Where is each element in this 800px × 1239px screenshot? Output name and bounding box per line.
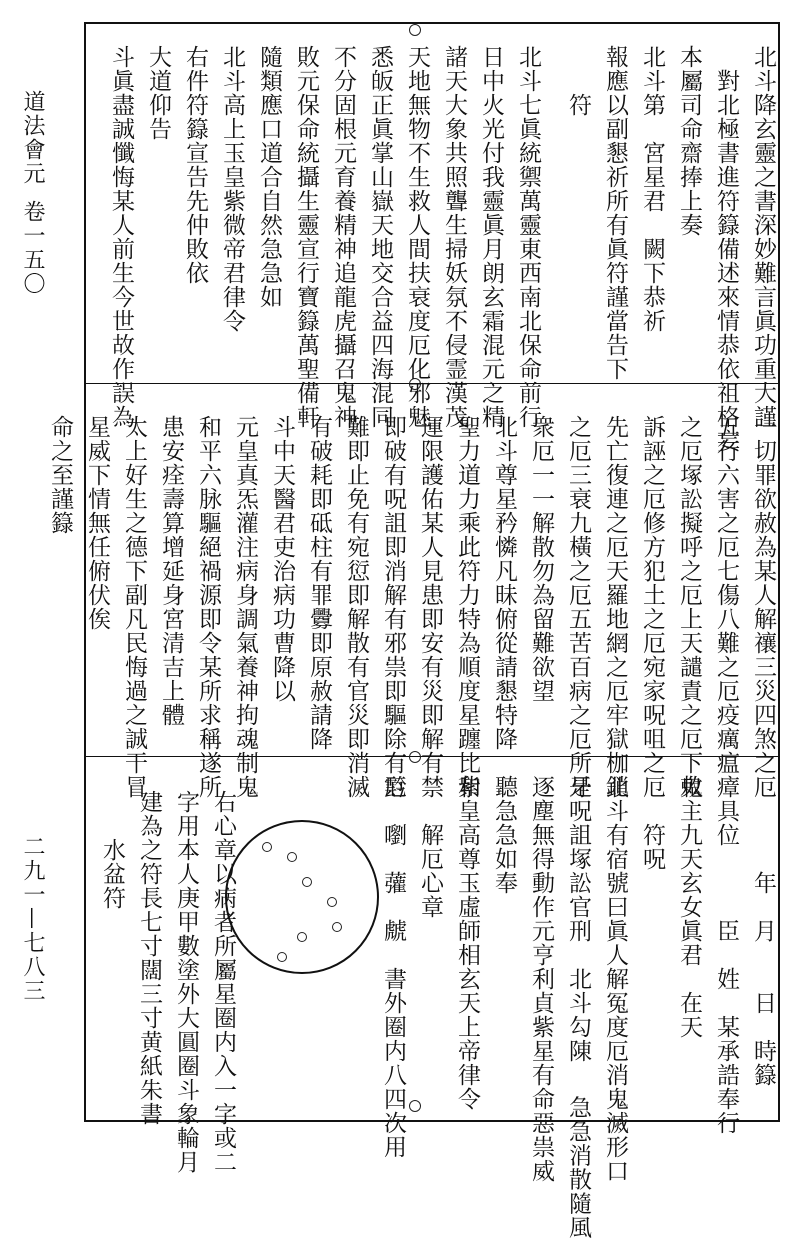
text-column: 之厄塚訟擬呼之厄上天譴責之厄下鬼 [676,415,702,799]
date-line: 年 月 日 時籙 [750,871,776,1087]
talisman-circle [225,820,379,974]
text-column: 五行六害之厄七傷八難之厄疫癘瘟瘴 [713,415,739,799]
text-column: 斗眞盡誠懺悔某人前生今世故作誤為 [108,45,134,429]
text-column: 大道仰告 [145,45,171,141]
section-divider-1 [84,383,780,384]
text-column: 諸天大象共照聾生掃妖氛不侵霊漢茂 [441,45,467,429]
text-column: 北斗有宿號曰眞人解冤度厄消鬼滅形口 [602,775,628,1183]
star-mark [297,932,307,942]
star-mark [287,852,297,862]
text-column: 不分固根元育養精神追龍虎攝召鬼神 [330,45,356,429]
text-column: 難即止免有宛愆即解散有官災即消滅 [343,415,369,799]
chapter-heading: 解厄心章 [417,823,443,919]
star-mark [277,952,287,962]
text-column: 即破有呪詛即消解有邪祟即驅除有厄 [380,415,406,799]
text-column: 星威下情無任俯伏俟 [84,415,110,631]
water-basin-talisman-title: 水盆符 [99,838,125,910]
charm-heading: 符呪 [639,823,665,871]
text-column: 衆厄一一解散勿為留難欲望 [528,415,554,703]
text-column: 隨類應口道合自然急急如 [256,45,282,309]
text-column: 命之至謹籙 [47,415,73,535]
text-column: 北斗尊星矜憐凡昧俯從請懇特降 [491,415,517,751]
text-column: 北斗高上玉皇紫微帝君律令 [219,45,245,333]
text-column: 北斗七眞統禦萬靈東西南北保命前行 [515,45,541,429]
text-column: 元皇真炁灌注病身調氣養神拘魂制鬼 [232,415,258,799]
star-mark [302,877,312,887]
section-2-text [38,415,778,799]
text-column: 字用本人庚甲數塗外大圓圈斗象輪月 [173,790,199,1174]
text-column: 日中火光付我靈眞月朗玄霜混元之精 [478,45,504,429]
star-mark [327,897,337,907]
text-column: 太上好生之德下副凡民悔過之誠干冒 [121,415,147,799]
text-column: 紫皇高尊玉虛師相玄天上帝律令 [454,775,480,1111]
glyph-line: 霒 嚠 虇 虤 書外圈内八四次用 [380,775,406,1159]
text-column: 有破耗即砥柱有罪釁即原赦請降 [306,415,332,751]
text-column: 牙呪詛塚訟官刑 北斗勾陳 急急消散隨風 [565,775,591,1239]
text-column: 右心章以病者所屬星圈内入一字或二 [210,790,236,1174]
text-column: 北斗第 宮星君 闕下恭祈 [639,45,665,333]
text-column: 悉皈正眞掌山嶽天地交合益四海混同 [367,45,393,429]
text-column: 先亡復連之厄天羅地網之厄牢獄枷鎖 [602,415,628,799]
volume-label: 卷一五〇 [20,200,45,296]
text-column: 斗中天醫君吏治病功曹降以 [269,415,295,703]
section-1-text [99,45,778,453]
text-column: 對北極書進符籙備述來情恭依祖格妄 [713,69,739,453]
talisman-instructions [90,790,238,1174]
top-marker-circle [409,24,421,36]
text-column: 之厄三衰九橫之厄五苦百病之厄所是 [565,415,591,799]
star-mark [262,842,272,852]
text-column: 逐塵無得動作元亨利貞紫星有命惡祟威 [528,775,554,1183]
star-mark [332,922,342,932]
text-column: 右件符籙宣告先仲敗依 [182,45,208,285]
text-column: 和平六脉驅絕禍源即令某所求稱遂所 [195,415,221,799]
text-column: 運限護佑某人見患即安有災即解有禁 [417,415,443,799]
text-column: 一切罪欲赦為某人解禳三災四煞之厄 [750,415,776,799]
text-column: 敗元保命統攝生靈宣行寶籙萬聖備軒 [293,45,319,429]
text-column: 患安痊壽算增延身宮清吉上體 [158,415,184,727]
page-number: 二九一—七八三 [20,835,45,1003]
talisman-heading: 符 [565,93,591,117]
section-3-text [371,775,778,1239]
text-column: 建為之符長七寸闊三寸黄紙朱書 [136,790,162,1126]
text-column: 北斗降玄靈之書深妙難言眞功重大謹 [750,45,776,429]
text-column: 聽急急如奉 [491,775,517,895]
text-column: 天地無物不生救人間扶衰度厄化邪魅 [404,45,430,429]
text-column: 報應以副懇祈所有眞符謹當告下 [602,45,628,381]
book-title: 道法會元 [20,90,45,186]
text-column: 訴誣之厄修方犯土之厄宛家呪咀之厄 [639,415,665,799]
text-column: 敕主九天玄女眞君 在天 [676,775,702,1039]
text-column: 聖力道力乘此符力特為順度星躔比和 [454,415,480,799]
text-column: 本屬司命齋捧上奏 [676,45,702,237]
title-line: 具位 臣 姓 某承誥奉行 [713,799,739,1135]
